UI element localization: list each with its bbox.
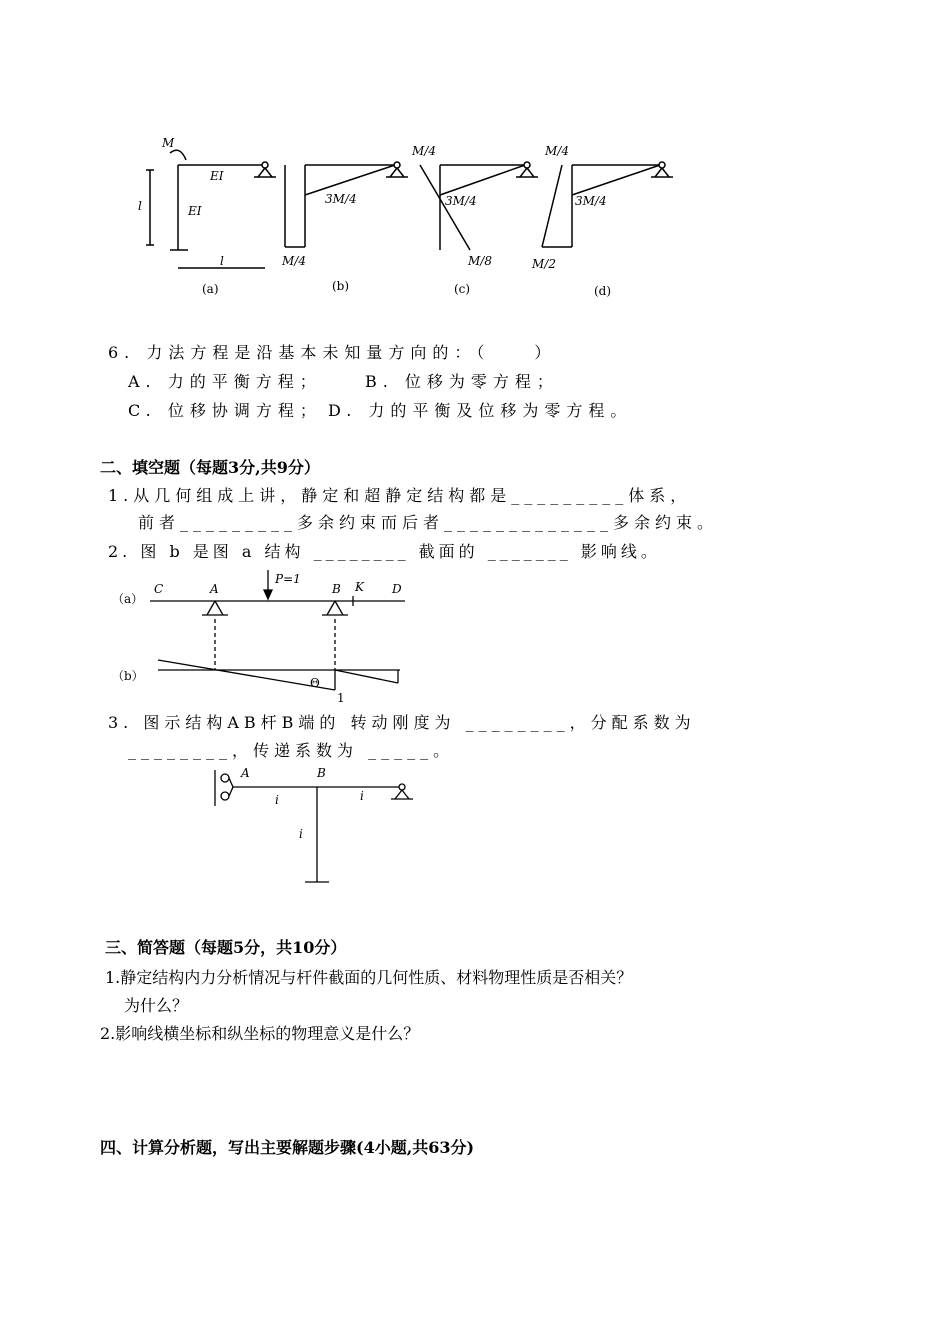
section3-q1-line1: 1.静定结构内力分析情况与杆件截面的几何性质、材料物理性质是否相关？ xyxy=(105,968,633,987)
fig-d-bottom: M/2 xyxy=(532,257,556,271)
fig3-label-i-left: i xyxy=(275,793,279,807)
fig-a-m: M xyxy=(162,136,175,150)
fig-d-caption: (d) xyxy=(594,284,612,298)
section4-title: 四、计算分析题，写出主要解题步骤(4小题,共63分) xyxy=(100,1138,475,1157)
fig-c-bottom: M/8 xyxy=(468,254,492,268)
fig2-label-c: C xyxy=(154,582,164,596)
fig-d-top: M/4 xyxy=(545,144,569,158)
fig-d-mid: 3M/4 xyxy=(575,194,607,208)
q6-option-c: C. 位移协调方程； xyxy=(128,401,322,420)
fig-b-bottom: M/4 xyxy=(282,254,306,268)
section2-q3-line1: 3. 图示结构AB杆B端的 转动刚度为 ________，分配系数为 xyxy=(108,713,696,732)
fig-b-caption: (b) xyxy=(332,279,350,293)
fig2-label-b: （b） xyxy=(112,669,144,683)
fig3-label-B: B xyxy=(317,766,326,780)
q6-option-a: A. 力的平衡方程； xyxy=(128,372,322,391)
section2-q1-line1: 1.从几何组成上讲，静定和超静定结构都是_________体系， xyxy=(108,486,692,505)
fig-a-l-vert: l xyxy=(138,199,142,213)
fig-c-caption: (c) xyxy=(454,282,471,296)
fig2-label-theta: Θ xyxy=(310,676,320,690)
section2-title: 二、填空题（每题3分,共9分） xyxy=(100,458,320,477)
influence-line-figure xyxy=(110,565,420,705)
fig2-label-A: A xyxy=(210,582,219,596)
fig-a-ei-beam: EI xyxy=(210,169,224,183)
fig2-label-one: 1 xyxy=(337,691,345,705)
fig3-label-i-col: i xyxy=(299,827,303,841)
frame-diagrams-figure xyxy=(130,125,690,310)
fig-b-mid: 3M/4 xyxy=(325,192,357,206)
q6-stem: 6. 力法方程是沿基本未知量方向的：（ ） xyxy=(108,343,557,362)
fig2-label-p: P=1 xyxy=(275,572,301,586)
fig2-label-a: （a） xyxy=(112,592,144,606)
fig-a-ei-col: EI xyxy=(188,204,202,218)
fig2-label-B: B xyxy=(332,582,341,596)
fig3-label-A: A xyxy=(241,766,250,780)
section3-q1-line2: 为什么？ xyxy=(124,996,189,1015)
q6-option-d: D. 力的平衡及位移为零方程。 xyxy=(328,401,633,420)
section3-title: 三、简答题（每题5分，共10分） xyxy=(105,938,347,957)
rotation-stiffness-figure xyxy=(205,762,425,897)
fig-a-caption: (a) xyxy=(202,282,219,296)
section2-q3-line2: ________，传递系数为 _____。 xyxy=(128,741,455,760)
fig-a-l-horiz: l xyxy=(220,254,224,268)
fig2-label-K: K xyxy=(355,580,364,594)
fig-c-mid: 3M/4 xyxy=(445,194,477,208)
fig-c-top: M/4 xyxy=(412,144,436,158)
fig3-label-i-right: i xyxy=(360,789,364,803)
q6-option-b: B. 位移为零方程； xyxy=(365,372,559,391)
section2-q2: 2. 图 b 是图 a 结构 ________ 截面的 _______ 影响线。 xyxy=(108,542,661,561)
section3-q2: 2.影响线横坐标和纵坐标的物理意义是什么？ xyxy=(100,1024,420,1043)
fig2-label-D: D xyxy=(392,582,402,596)
section2-q1-line2: 前者_________多余约束而后者_____________多余约束。 xyxy=(138,513,719,532)
